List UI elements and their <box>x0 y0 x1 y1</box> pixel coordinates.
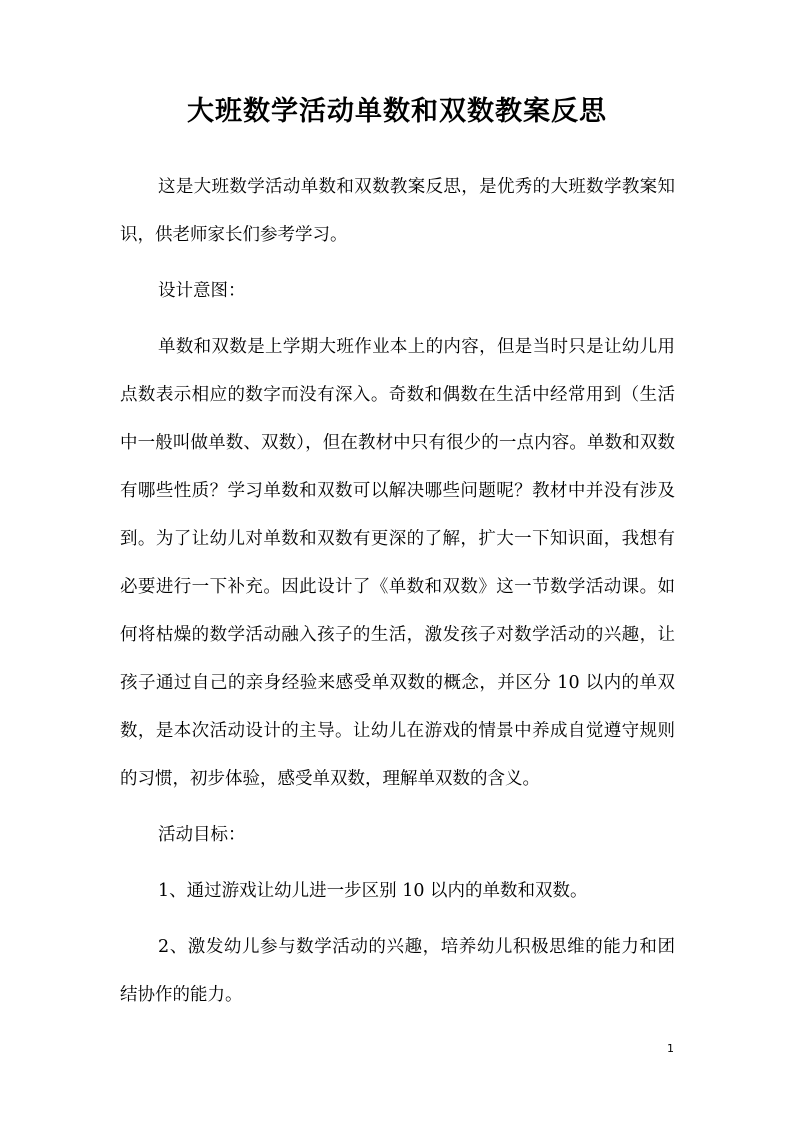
intro-paragraph: 这是大班数学活动单数和双数教案反思，是优秀的大班数学教案知识，供老师家长们参考学习。 <box>120 177 675 245</box>
document-title: 大班数学活动单数和双数教案反思 <box>187 96 607 127</box>
goal-item-1: 1、通过游戏让幼儿进一步区别 10 以内的单数和双数。 <box>158 881 588 901</box>
document-body <box>120 163 675 1027</box>
design-intent-paragraph: 单数和双数是上学期大班作业本上的内容，但是当时只是让幼儿用点数表示相应的数字而没有深入。奇数和偶数在生活中经常用到（生活中一般叫做单数、双数），但在教材中只有很少的一点内容。单数和双数有哪些性质？学习单数和双数可以解决哪些问题呢？教材中并没有涉及到。为了让幼儿对单数和双数有更深的了解，扩大一下知识面，我想有必要进行一下补充。因此设计了《单数和双数》这一节数学活动课。如何将枯燥的数学活动融入孩子的生活，激发孩子对数学活动的兴趣，让孩子通过自己的亲身经验来感受单双数的概念，并区分 10 以内的单双数，是本次活动设计的主导。让幼儿在游戏的情景中养成自觉遵守规则的习惯，初步体验，感受单双数，理解单双数的含义。 <box>120 337 675 789</box>
design-intent-heading: 设计意图： <box>158 281 246 301</box>
activity-goals-heading: 活动目标： <box>158 825 246 845</box>
goal-item-2: 2、激发幼儿参与数学活动的兴趣，培养幼儿积极思维的能力和团结协作的能力。 <box>120 937 675 1005</box>
page-number: 1 <box>667 1042 674 1055</box>
